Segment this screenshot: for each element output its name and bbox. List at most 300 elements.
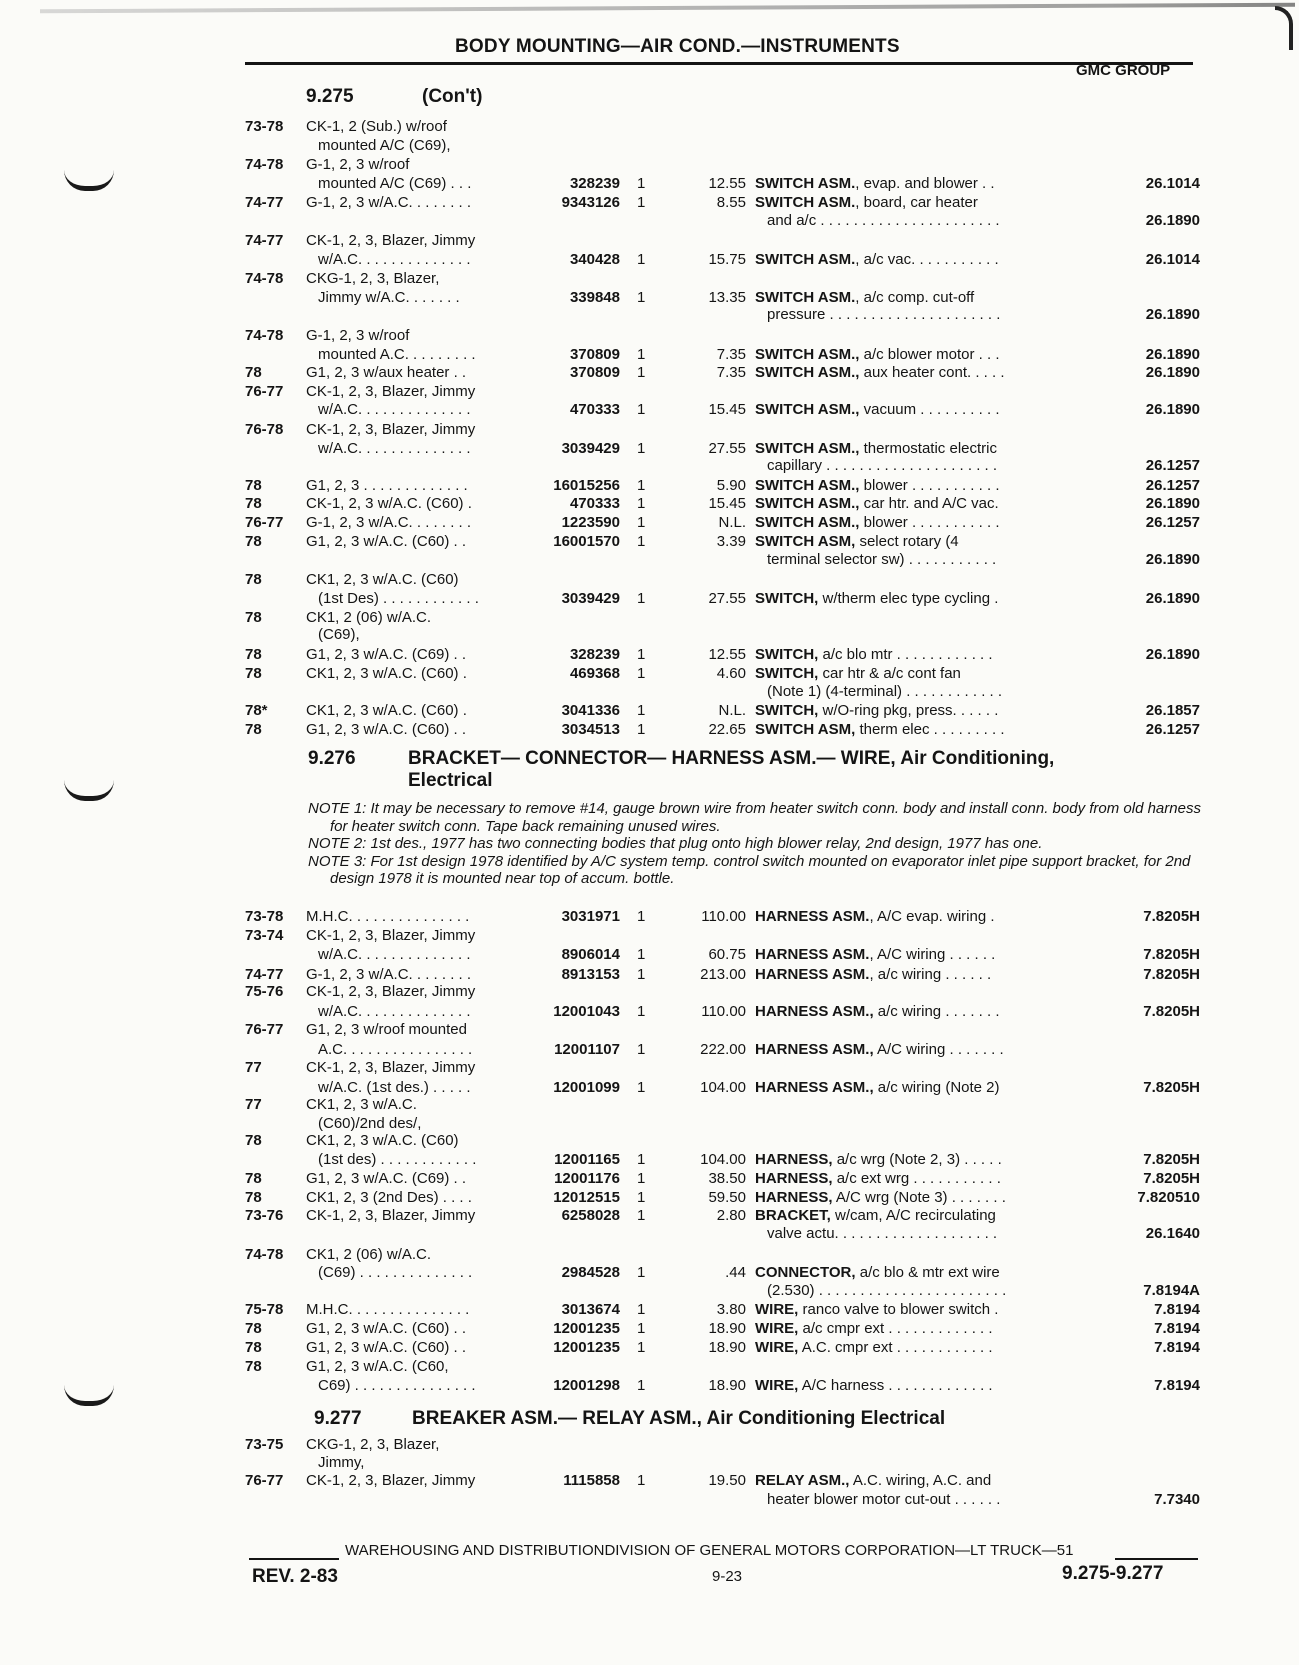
part-number-cell: 3039429 [561, 440, 620, 457]
model-cell: CK1, 2, 3 w/A.C. [306, 1096, 417, 1113]
price-cell: 104.00 [700, 1079, 746, 1096]
quantity-cell: 1 [637, 1377, 646, 1394]
quantity-cell: 1 [637, 289, 646, 306]
year-cell: 78 [245, 609, 262, 626]
part-number-cell: 328239 [569, 646, 620, 663]
part-description: a/c blower motor . . . [863, 346, 1000, 363]
part-description: a/c wrg (Note 2, 3) . . . . . [836, 1151, 1002, 1168]
group-number-cell: 7.8205H [1143, 1003, 1200, 1020]
description-cell [755, 440, 1085, 459]
part-number-cell: 470333 [569, 495, 620, 512]
description-cell [755, 646, 1085, 665]
price-cell: 13.35 [708, 289, 746, 306]
part-description: a/c cmpr ext . . . . . . . . . . . . . [802, 1320, 993, 1337]
part-number-cell: 12001165 [554, 1151, 620, 1168]
section-heading-9-277 [314, 1408, 946, 1430]
price-cell: 60.75 [708, 946, 746, 963]
quantity-cell: 1 [637, 1301, 646, 1318]
quantity-cell: 1 [637, 665, 646, 682]
model-cell: CKG-1, 2, 3, Blazer, [306, 270, 440, 287]
model-cell: G-1, 2, 3 w/A.C. . . . . . . . [306, 194, 472, 211]
price-cell: 5.90 [716, 477, 746, 494]
description-cell [755, 1079, 1085, 1098]
part-description: heater blower motor cut-out . . . . . . [767, 1491, 1001, 1508]
part-name: SWITCH ASM., [755, 364, 860, 381]
year-cell: 78 [245, 1358, 262, 1375]
year-cell: 78 [245, 533, 262, 550]
part-number-cell: 12001107 [554, 1041, 620, 1058]
part-description: , A/C evap. wiring . [869, 908, 995, 925]
price-cell: .44 [725, 1264, 746, 1281]
model-cell: CK-1, 2, 3, Blazer, Jimmy [306, 1472, 476, 1489]
model-cell: G-1, 2, 3 w/roof [306, 156, 410, 173]
part-number-cell: 12012515 [553, 1189, 620, 1206]
footer-publisher: WAREHOUSING AND DISTRIBUTIONDIVISION OF GENERAL MOTORS CORPORATION—LT TRUCK—51 [345, 1542, 1074, 1559]
price-cell: 18.90 [708, 1320, 746, 1337]
description-cell [755, 457, 1085, 476]
quantity-cell: 1 [637, 1079, 646, 1096]
part-description: , a/c wiring . . . . . . [869, 966, 992, 983]
description-cell [755, 1207, 1085, 1226]
price-cell: 27.55 [708, 590, 746, 607]
quantity-cell: 1 [637, 1320, 646, 1337]
model-cell: G1, 2, 3 w/A.C. (C60, [306, 1358, 449, 1375]
part-description: capillary . . . . . . . . . . . . . . . . . . . . . [767, 457, 998, 474]
description-cell [755, 702, 1085, 721]
part-number-cell: 3039429 [561, 590, 620, 607]
group-number-cell: 7.8194 [1154, 1339, 1200, 1356]
part-number-cell: 12001235 [553, 1320, 620, 1337]
part-description: vacuum . . . . . . . . . . [863, 401, 1000, 418]
year-cell: 74-78 [245, 270, 284, 287]
description-cell [755, 477, 1085, 496]
group-number-cell: 7.8205H [1143, 1079, 1200, 1096]
part-description: ranco valve to blower switch . [802, 1301, 999, 1318]
price-cell: 222.00 [700, 1041, 746, 1058]
part-number-cell: 12001235 [553, 1339, 620, 1356]
group-number-cell: 26.1257 [1145, 514, 1200, 531]
part-name: SWITCH, [755, 702, 819, 719]
year-cell: 74-77 [245, 232, 284, 249]
part-number-cell: 3041336 [561, 702, 620, 719]
part-name: WIRE, [755, 1301, 799, 1318]
part-description: pressure . . . . . . . . . . . . . . . . . . . . . [767, 306, 1001, 323]
quantity-cell: 1 [637, 1151, 646, 1168]
group-number-cell: 7.7340 [1154, 1491, 1200, 1508]
year-cell: 76-77 [245, 383, 284, 400]
part-number-cell: 469368 [569, 665, 620, 682]
model-cell: CK1, 2, 3 w/A.C. (C60) [306, 1132, 459, 1149]
part-description: , a/c comp. cut-off [855, 289, 975, 306]
model-cell: CK1, 2, 3 (2nd Des) . . . . [306, 1189, 472, 1206]
section-number: 9.277 [314, 1408, 362, 1429]
part-name: SWITCH ASM., [755, 514, 860, 531]
year-cell: 73-74 [245, 927, 284, 944]
footer-rule-left [249, 1558, 339, 1560]
part-name: SWITCH ASM., [755, 477, 860, 494]
part-name: HARNESS, [755, 1170, 833, 1187]
note-1: NOTE 1: It may be necessary to remove #14, gauge brown wire from heater switch conn. body and install conn. body from old harness for heater switch conn. Tape back remaining unused wires. [308, 800, 1201, 835]
group-number-cell: 26.1014 [1145, 175, 1200, 192]
price-cell: N.L. [718, 514, 746, 531]
part-name: HARNESS ASM. [755, 908, 870, 925]
part-name: SWITCH, [755, 590, 819, 607]
part-name: CONNECTOR, [755, 1264, 856, 1281]
model-cell: G-1, 2, 3 w/roof [306, 327, 410, 344]
year-cell: 78 [245, 364, 262, 381]
group-number-cell: 26.1014 [1145, 251, 1200, 268]
page-number: 9-23 [712, 1568, 743, 1585]
price-cell: 59.50 [708, 1189, 746, 1206]
description-cell [755, 1151, 1085, 1170]
model-cell: mounted A/C (C69) . . . [318, 175, 472, 192]
year-cell: 78 [245, 1170, 262, 1187]
part-number-cell: 8906014 [561, 946, 620, 963]
quantity-cell: 1 [637, 495, 646, 512]
part-description: A.C. cmpr ext . . . . . . . . . . . . [801, 1339, 993, 1356]
part-name: HARNESS ASM., [755, 1003, 874, 1020]
quantity-cell: 1 [637, 346, 646, 363]
description-cell [755, 364, 1085, 383]
model-cell: CK1, 2, 3 w/A.C. (C60) . [306, 665, 467, 682]
quantity-cell: 1 [637, 1339, 646, 1356]
part-number-cell: 6258028 [561, 1207, 620, 1224]
model-cell: G1, 2, 3 w/aux heater . . [306, 364, 467, 381]
model-cell: mounted A/C (C69), [318, 137, 451, 154]
description-cell [755, 551, 1085, 570]
part-description: A/C wrg (Note 3) . . . . . . . [835, 1189, 1006, 1206]
part-number-cell: 1115858 [563, 1472, 620, 1489]
year-cell: 73-75 [245, 1436, 284, 1453]
part-number-cell: 328239 [569, 175, 620, 192]
model-cell: w/A.C. . . . . . . . . . . . . . [318, 251, 471, 268]
group-number-cell: 26.1890 [1145, 346, 1200, 363]
part-description: , evap. and blower . . [855, 175, 995, 192]
model-cell: CK1, 2 (06) w/A.C. [306, 1246, 432, 1263]
part-description: and a/c . . . . . . . . . . . . . . . . . . . . . . [767, 212, 1000, 229]
description-cell [755, 1339, 1085, 1358]
model-cell: w/A.C. . . . . . . . . . . . . . [318, 946, 471, 963]
group-number-cell: 26.1890 [1145, 590, 1200, 607]
year-cell: 78 [245, 1132, 262, 1149]
part-description: w/cam, A/C recirculating [835, 1207, 996, 1224]
year-cell: 78 [245, 1189, 262, 1206]
group-number-cell: 26.1257 [1145, 477, 1200, 494]
part-number-cell: 370809 [569, 364, 620, 381]
quantity-cell: 1 [637, 646, 646, 663]
note-2: NOTE 2: 1st des., 1977 has two connecting bodies that plug onto high blower relay, 2nd design, 1977 has one. [308, 835, 1043, 853]
year-cell: 75-76 [245, 983, 284, 1000]
model-cell: CKG-1, 2, 3, Blazer, [306, 1436, 440, 1453]
group-number-cell: 26.1640 [1145, 1225, 1200, 1242]
part-description: car htr & a/c cont fan [822, 665, 961, 682]
part-description: therm elec . . . . . . . . . [859, 721, 1005, 738]
description-cell [755, 194, 1085, 213]
binder-hole-mark [64, 170, 114, 191]
quantity-cell: 1 [637, 1003, 646, 1020]
model-cell: Jimmy, [318, 1454, 365, 1471]
group-number-cell: 7.8205H [1143, 1151, 1200, 1168]
model-cell: G1, 2, 3 w/A.C. (C69) . . [306, 646, 467, 663]
model-cell: w/A.C. . . . . . . . . . . . . . [318, 1003, 471, 1020]
description-cell [755, 683, 1085, 702]
group-number-cell: 7.8205H [1143, 946, 1200, 963]
description-cell [755, 908, 1085, 927]
part-name: HARNESS ASM., [755, 1041, 874, 1058]
binder-hole-mark [64, 780, 114, 801]
part-number-cell: 470333 [569, 401, 620, 418]
quantity-cell: 1 [637, 194, 646, 211]
year-cell: 73-78 [245, 118, 284, 135]
year-cell: 78 [245, 477, 262, 494]
part-name: SWITCH ASM., [755, 401, 860, 418]
price-cell: 12.55 [708, 646, 746, 663]
quantity-cell: 1 [637, 908, 646, 925]
model-cell: (1st des) . . . . . . . . . . . . [318, 1151, 477, 1168]
description-cell [755, 346, 1085, 365]
group-number-cell: 7.820510 [1137, 1189, 1200, 1206]
price-cell: N.L. [718, 702, 746, 719]
part-number-cell: 16001570 [553, 533, 620, 550]
description-cell [755, 1003, 1085, 1022]
quantity-cell: 1 [637, 1472, 646, 1489]
price-cell: 213.00 [700, 966, 746, 983]
year-cell: 76-77 [245, 1021, 284, 1038]
header-rule [245, 62, 1193, 65]
part-name: BRACKET, [755, 1207, 831, 1224]
description-cell [755, 1320, 1085, 1339]
year-cell: 74-78 [245, 1246, 284, 1263]
quantity-cell: 1 [637, 1207, 646, 1224]
description-cell [755, 1301, 1085, 1320]
part-number-cell: 2984528 [561, 1264, 620, 1281]
part-description: a/c wiring (Note 2) [877, 1079, 1000, 1096]
year-cell: 76-78 [245, 421, 284, 438]
description-cell [755, 495, 1085, 514]
description-cell [755, 514, 1085, 533]
price-cell: 38.50 [708, 1170, 746, 1187]
part-description: , board, car heater [855, 194, 978, 211]
part-description: , A/C wiring . . . . . . [869, 946, 996, 963]
year-cell: 76-77 [245, 514, 284, 531]
price-cell: 15.75 [708, 251, 746, 268]
group-number-cell: 26.1257 [1145, 721, 1200, 738]
section-title: BRACKET— CONNECTOR— HARNESS ASM.— WIRE, Air Conditioning, [408, 748, 1055, 769]
part-description: aux heater cont. . . . . [863, 364, 1005, 381]
quantity-cell: 1 [637, 946, 646, 963]
model-cell: (1st Des) . . . . . . . . . . . . [318, 590, 479, 607]
part-number-cell: 9343126 [561, 194, 620, 211]
year-cell: 78 [245, 721, 262, 738]
model-cell: G1, 2, 3 . . . . . . . . . . . . . [306, 477, 468, 494]
part-description: blower . . . . . . . . . . . [863, 514, 1000, 531]
year-cell: 77 [245, 1059, 262, 1076]
part-name: SWITCH ASM. [755, 175, 856, 192]
part-description: w/therm elec type cycling . [822, 590, 999, 607]
year-cell: 73-78 [245, 908, 284, 925]
quantity-cell: 1 [637, 401, 646, 418]
group-number-cell: 26.1890 [1145, 646, 1200, 663]
model-cell: CK1, 2 (06) w/A.C. [306, 609, 432, 626]
description-cell [755, 1041, 1085, 1060]
description-cell [755, 1264, 1085, 1283]
quantity-cell: 1 [637, 477, 646, 494]
model-cell: mounted A.C. . . . . . . . . [318, 346, 476, 363]
model-cell: CK-1, 2, 3, Blazer, Jimmy [306, 1207, 476, 1224]
part-description: A/C wiring . . . . . . . [876, 1041, 1004, 1058]
part-number-cell: 3034513 [561, 721, 620, 738]
price-cell: 15.45 [708, 495, 746, 512]
description-cell [755, 1472, 1085, 1491]
group-number-cell: 7.8194 [1154, 1320, 1200, 1337]
description-cell [755, 401, 1085, 420]
group-number-cell: 26.1890 [1145, 364, 1200, 381]
part-name: WIRE, [755, 1377, 799, 1394]
description-cell [755, 1282, 1085, 1301]
price-cell: 7.35 [716, 364, 746, 381]
year-cell: 74-78 [245, 156, 284, 173]
price-cell: 4.60 [716, 665, 746, 682]
year-cell: 74-77 [245, 194, 284, 211]
group-number-cell: 7.8205H [1143, 966, 1200, 983]
year-cell: 74-77 [245, 966, 284, 983]
group-number-cell: 7.8194 [1154, 1377, 1200, 1394]
year-cell: 77 [245, 1096, 262, 1113]
model-cell: M.H.C. . . . . . . . . . . . . . . [306, 908, 470, 925]
quantity-cell: 1 [637, 364, 646, 381]
model-cell: CK-1, 2 (Sub.) w/roof [306, 118, 447, 135]
section-heading-9-276 [308, 748, 1055, 791]
part-number-cell: 8913153 [561, 966, 620, 983]
part-name: HARNESS ASM. [755, 946, 870, 963]
price-cell: 18.90 [708, 1339, 746, 1356]
model-cell: G1, 2, 3 w/A.C. (C60) . . [306, 721, 467, 738]
model-cell: G1, 2, 3 w/A.C. (C60) . . [306, 533, 467, 550]
year-cell: 78 [245, 665, 262, 682]
part-name: HARNESS ASM., [755, 1079, 874, 1096]
group-number-cell: 26.1890 [1145, 401, 1200, 418]
part-name: HARNESS, [755, 1151, 833, 1168]
description-cell [755, 665, 1085, 684]
section-title-continued: Electrical [408, 770, 493, 791]
part-description: terminal selector sw) . . . . . . . . . . . [767, 551, 997, 568]
price-cell: 3.80 [716, 1301, 746, 1318]
part-name: RELAY ASM., [755, 1472, 850, 1489]
part-number-cell: 12001298 [553, 1377, 620, 1394]
year-cell: 78 [245, 1339, 262, 1356]
description-cell [755, 212, 1085, 231]
quantity-cell: 1 [637, 1264, 646, 1281]
price-cell: 110.00 [701, 908, 746, 925]
quantity-cell: 1 [637, 721, 646, 738]
revision-label: REV. 2-83 [252, 1566, 338, 1587]
group-number-cell: 7.8194 [1154, 1301, 1200, 1318]
part-number-cell: 3031971 [561, 908, 620, 925]
section-title: BREAKER ASM.— RELAY ASM., Air Conditioning Electrical [412, 1408, 946, 1429]
quantity-cell: 1 [637, 251, 646, 268]
price-cell: 15.45 [708, 401, 746, 418]
section-heading-9-275 [306, 86, 483, 108]
quantity-cell: 1 [637, 1041, 646, 1058]
part-name: HARNESS ASM. [755, 966, 870, 983]
model-cell: Jimmy w/A.C. . . . . . . [318, 289, 460, 306]
model-cell: CK-1, 2, 3, Blazer, Jimmy [306, 232, 476, 249]
price-cell: 104.00 [700, 1151, 746, 1168]
description-cell [755, 306, 1085, 325]
part-number-cell: 12001176 [554, 1170, 620, 1187]
part-description: (2.530) . . . . . . . . . . . . . . . . . . . . . . . [767, 1282, 1007, 1299]
part-description: (Note 1) (4-terminal) . . . . . . . . . . . . [767, 683, 1003, 700]
part-name: SWITCH ASM. [755, 251, 856, 268]
year-cell: 74-78 [245, 327, 284, 344]
part-number-cell: 340428 [569, 251, 620, 268]
part-name: SWITCH ASM. [755, 289, 856, 306]
model-cell: CK-1, 2, 3, Blazer, Jimmy [306, 421, 476, 438]
part-name: HARNESS, [755, 1189, 833, 1206]
part-description: car htr. and A/C vac. [863, 495, 999, 512]
model-cell: CK-1, 2, 3, Blazer, Jimmy [306, 383, 476, 400]
part-description: thermostatic electric [863, 440, 997, 457]
description-cell [755, 966, 1085, 985]
part-description: a/c blo & mtr ext wire [859, 1264, 1000, 1281]
group-number-cell: 26.1890 [1145, 212, 1200, 229]
description-cell [755, 721, 1085, 740]
group-number-cell: 26.1890 [1145, 495, 1200, 512]
part-description: select rotary (4 [859, 533, 959, 550]
model-cell: A.C. . . . . . . . . . . . . . . . [318, 1041, 473, 1058]
model-cell: (C69), [318, 626, 360, 643]
part-number-cell: 339848 [569, 289, 620, 306]
part-description: a/c blo mtr . . . . . . . . . . . . [822, 646, 993, 663]
footer-rule-right [1115, 1558, 1198, 1560]
year-cell: 75-78 [245, 1301, 284, 1318]
group-label: GMC GROUP [1076, 62, 1171, 79]
year-cell: 76-77 [245, 1472, 284, 1489]
group-number-cell: 26.1890 [1145, 306, 1200, 323]
model-cell: CK1, 2, 3 w/A.C. (C60) [306, 571, 459, 588]
section-range: 9.275-9.277 [1062, 1563, 1164, 1584]
part-name: WIRE, [755, 1339, 799, 1356]
description-cell [755, 251, 1085, 270]
model-cell: M.H.C. . . . . . . . . . . . . . . [306, 1301, 470, 1318]
part-description: A/C harness . . . . . . . . . . . . . [801, 1377, 993, 1394]
year-cell: 78 [245, 571, 262, 588]
price-cell: 110.00 [701, 1003, 746, 1020]
part-name: SWITCH, [755, 665, 819, 682]
part-description: valve actu. . . . . . . . . . . . . . . . . . . . [767, 1225, 998, 1242]
model-cell: C69) . . . . . . . . . . . . . . . [318, 1377, 476, 1394]
description-cell [755, 533, 1085, 552]
quantity-cell: 1 [637, 1170, 646, 1187]
section-title: (Con't) [422, 86, 483, 107]
notes-block [308, 800, 1208, 888]
group-number-cell: 7.8194A [1143, 1282, 1200, 1299]
page-title: BODY MOUNTING—AIR COND.—INSTRUMENTS [455, 36, 900, 57]
model-cell: w/A.C. . . . . . . . . . . . . . [318, 401, 471, 418]
part-name: SWITCH ASM., [755, 346, 860, 363]
part-number-cell: 3013674 [561, 1301, 620, 1318]
model-cell: (C69) . . . . . . . . . . . . . . [318, 1264, 473, 1281]
price-cell: 3.39 [716, 533, 746, 550]
quantity-cell: 1 [637, 702, 646, 719]
part-description: a/c ext wrg . . . . . . . . . . . [836, 1170, 1001, 1187]
part-description: , a/c vac. . . . . . . . . . . [855, 251, 999, 268]
model-cell: CK-1, 2, 3 w/A.C. (C60) . [306, 495, 472, 512]
price-cell: 8.55 [716, 194, 746, 211]
description-cell [755, 1189, 1085, 1208]
model-cell: G-1, 2, 3 w/A.C. . . . . . . . [306, 966, 472, 983]
part-name: SWITCH ASM. [755, 194, 856, 211]
